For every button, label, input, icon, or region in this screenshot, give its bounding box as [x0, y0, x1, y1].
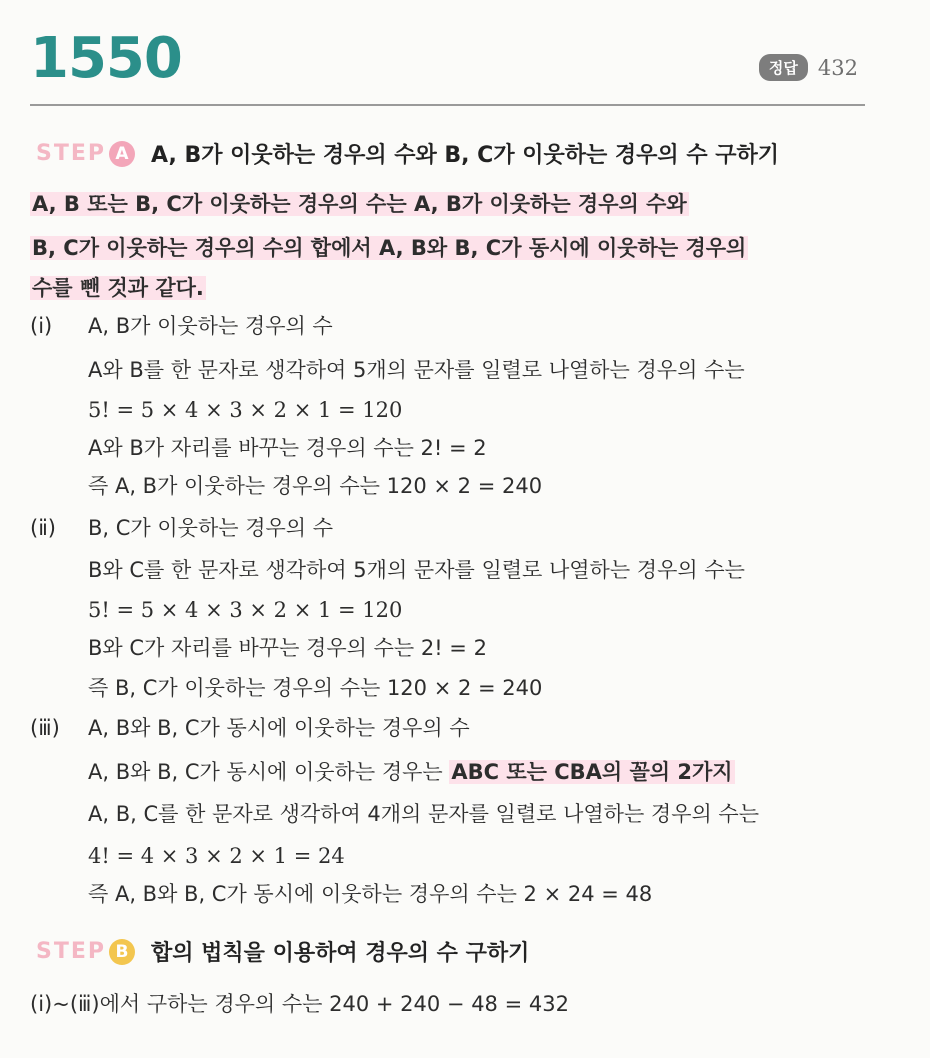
case-3-title: A, B와 B, C가 동시에 이웃하는 경우의 수: [88, 716, 470, 740]
final-result: (ⅰ)~(ⅲ)에서 구하는 경우의 수는 240 + 240 − 48 = 432: [30, 992, 569, 1016]
step-b-title: 합의 법칙을 이용하여 경우의 수 구하기: [151, 941, 530, 966]
case-1-line: A와 B를 한 문자로 생각하여 5개의 문자를 일렬로 나열하는 경우의 수는: [88, 358, 745, 382]
step-b-word: STEP: [36, 939, 107, 964]
case-1-line: 즉 A, B가 이웃하는 경우의 수는 120 × 2 = 240: [88, 474, 543, 498]
case-3-line: 4! = 4 × 3 × 2 × 1 = 24: [88, 844, 345, 868]
step-b-letter-icon: B: [109, 939, 135, 965]
case-2-line: 즉 B, C가 이웃하는 경우의 수는 120 × 2 = 240: [88, 676, 543, 700]
case-3-line: [88, 758, 735, 786]
case-2-line: B와 C가 자리를 바꾸는 경우의 수는 2! = 2: [88, 636, 487, 660]
problem-number: 1550: [30, 26, 182, 91]
step-a-letter-icon: A: [109, 141, 135, 167]
case-1-title: A, B가 이웃하는 경우의 수: [88, 314, 333, 338]
answer-badge: 정답: [759, 54, 808, 81]
case-3-label: (ⅲ): [30, 716, 60, 740]
case-3-line-text: A, B와 B, C가 동시에 이웃하는 경우는: [88, 760, 450, 784]
case-1-line: 5! = 5 × 4 × 3 × 2 × 1 = 120: [88, 398, 403, 422]
case-2-title: B, C가 이웃하는 경우의 수: [88, 516, 334, 540]
case-3-highlight: ABC 또는 CBA의 꼴의 2가지: [451, 760, 733, 784]
step-a-heading: [36, 138, 779, 169]
case-3-line: A, B, C를 한 문자로 생각하여 4개의 문자를 일렬로 나열하는 경우의 수는: [88, 802, 760, 826]
answer-page-number: 432: [817, 55, 858, 80]
case-2-line: 5! = 5 × 4 × 3 × 2 × 1 = 120: [88, 598, 403, 622]
step-b-heading: [36, 936, 529, 967]
answer-reference: [759, 54, 858, 81]
step-a-title: A, B가 이웃하는 경우의 수와 B, C가 이웃하는 경우의 수 구하기: [151, 143, 779, 168]
step-a-word: STEP: [36, 141, 107, 166]
intro-line-1: A, B 또는 B, C가 이웃하는 경우의 수는 A, B가 이웃하는 경우의 수와: [32, 192, 687, 216]
case-1-line: A와 B가 자리를 바꾸는 경우의 수는 2! = 2: [88, 436, 487, 460]
case-1-label: (ⅰ): [30, 314, 53, 338]
intro-line-3: 수를 뺀 것과 같다.: [32, 276, 204, 300]
case-2-line: B와 C를 한 문자로 생각하여 5개의 문자를 일렬로 나열하는 경우의 수는: [88, 558, 745, 582]
header-divider: [30, 104, 865, 106]
intro-line-2: B, C가 이웃하는 경우의 수의 합에서 A, B와 B, C가 동시에 이웃하는 경우의: [32, 236, 747, 260]
case-2-label: (ⅱ): [30, 516, 56, 540]
case-3-line: 즉 A, B와 B, C가 동시에 이웃하는 경우의 수는 2 × 24 = 48: [88, 882, 653, 906]
